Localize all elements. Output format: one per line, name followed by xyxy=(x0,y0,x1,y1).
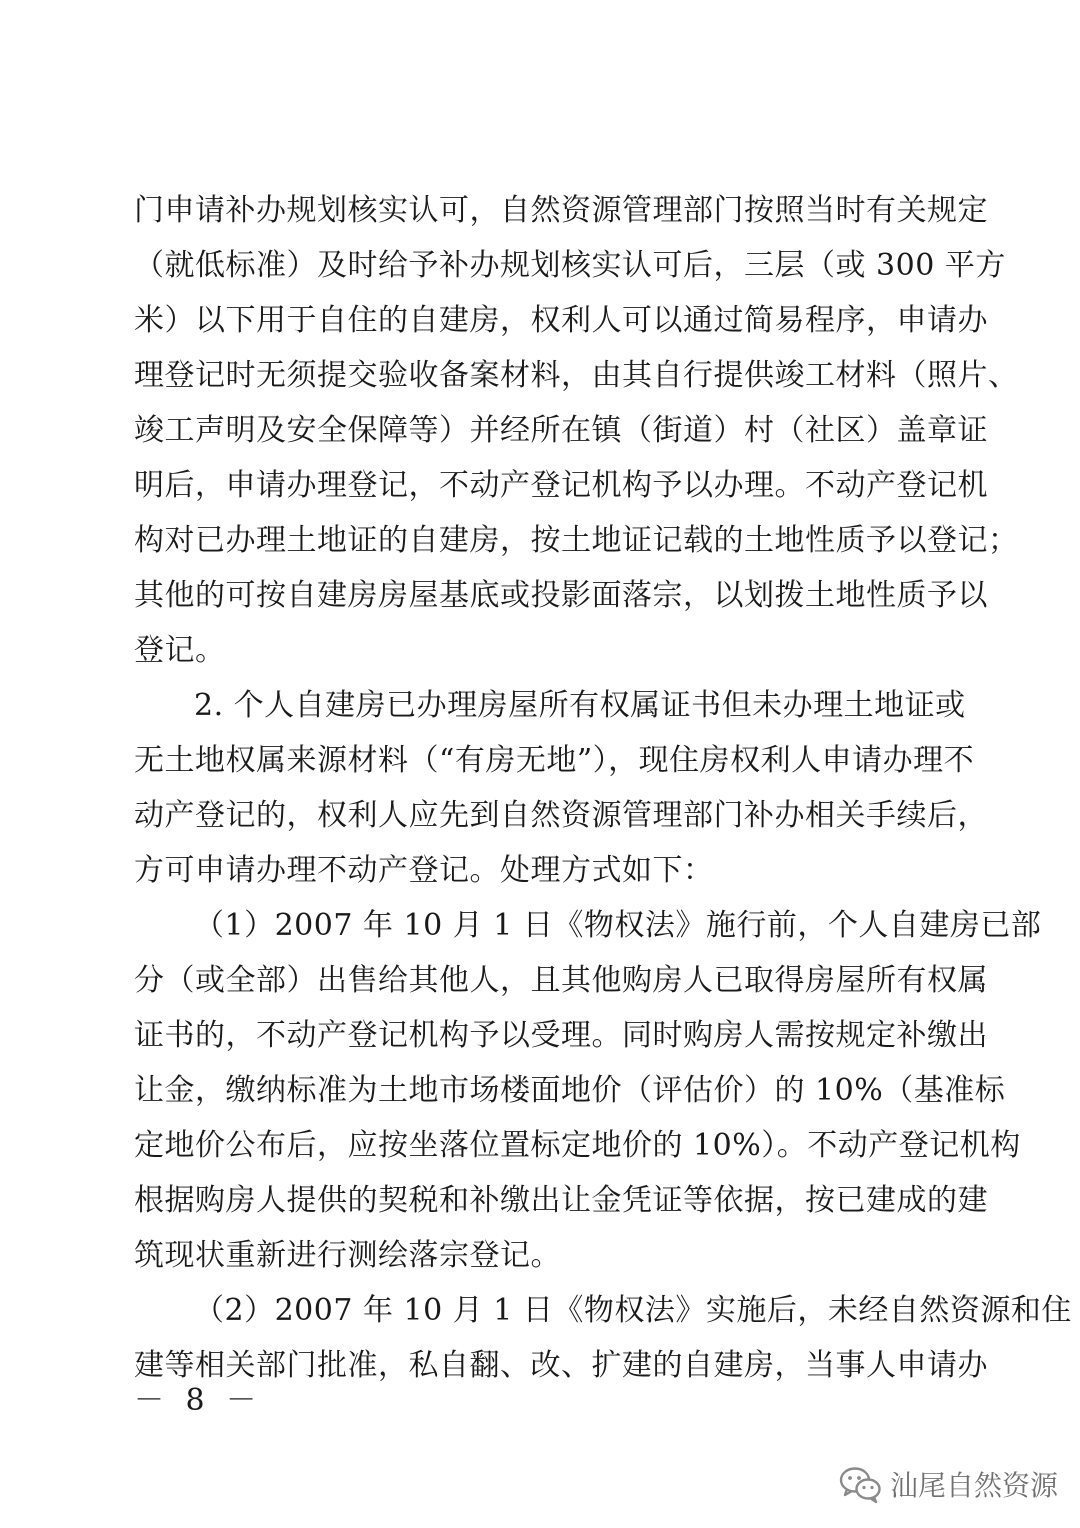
paragraph-2-heading-line: 2. 个人自建房已办理房屋所有权属证书但未办理土地证或 xyxy=(194,688,966,723)
body-text-line: （就低标准）及时给予补办规划核实认可后，三层（或 300 平方 xyxy=(134,248,1006,283)
body-text-line: 证书的，不动产登记机构予以受理。同时购房人需按规定补缴出 xyxy=(134,1018,988,1053)
body-text-line: 无土地权属来源材料（“有房无地”），现住房权利人申请办理不 xyxy=(134,743,975,778)
body-text-line: 根据购房人提供的契税和补缴出让金凭证等依据，按已建成的建 xyxy=(134,1183,988,1218)
wechat-icon xyxy=(838,1464,882,1504)
body-text-line: 构对已办理土地证的自建房，按土地证记载的土地性质予以登记； xyxy=(134,523,1019,558)
body-text-line: 定地价公布后，应按坐落位置标定地价的 10%）。不动产登记机构 xyxy=(134,1128,1021,1163)
body-text-line: 动产登记的，权利人应先到自然资源管理部门补办相关手续后， xyxy=(134,798,988,833)
body-text-line: 明后，申请办理登记，不动产登记机构予以办理。不动产登记机 xyxy=(134,468,988,503)
body-text-line: 竣工声明及安全保障等）并经所在镇（街道）村（社区）盖章证 xyxy=(134,413,988,448)
body-text-line: 登记。 xyxy=(134,633,226,668)
body-text-line: 分（或全部）出售给其他人，且其他购房人已取得房屋所有权属 xyxy=(134,963,988,998)
watermark xyxy=(838,1458,1058,1510)
page-number: － 8 － xyxy=(134,1383,263,1418)
item-1-heading-line: （1）2007 年 10 月 1 日《物权法》施行前，个人自建房已部 xyxy=(194,908,1042,943)
body-text-line: 其他的可按自建房房屋基底或投影面落宗，以划拨土地性质予以 xyxy=(134,578,988,613)
body-text-line: 门申请补办规划核实认可，自然资源管理部门按照当时有关规定 xyxy=(134,193,988,228)
body-text-line: 筑现状重新进行测绘落宗登记。 xyxy=(134,1238,561,1273)
body-text-line: 方可申请办理不动产登记。处理方式如下： xyxy=(134,853,714,888)
body-text-line: 米）以下用于自住的自建房，权利人可以通过简易程序，申请办 xyxy=(134,303,988,338)
item-2-heading-line: （2）2007 年 10 月 1 日《物权法》实施后，未经自然资源和住 xyxy=(194,1293,1072,1328)
body-text-line: 让金，缴纳标准为土地市场楼面地价（评估价）的 10%（基准标 xyxy=(134,1073,1006,1108)
watermark-text: 汕尾自然资源 xyxy=(890,1469,1059,1502)
body-text-line: 建等相关部门批准，私自翻、改、扩建的自建房，当事人申请办 xyxy=(134,1348,988,1383)
body-text-line: 理登记时无须提交验收备案材料，由其自行提供竣工材料（照片、 xyxy=(134,358,1019,393)
